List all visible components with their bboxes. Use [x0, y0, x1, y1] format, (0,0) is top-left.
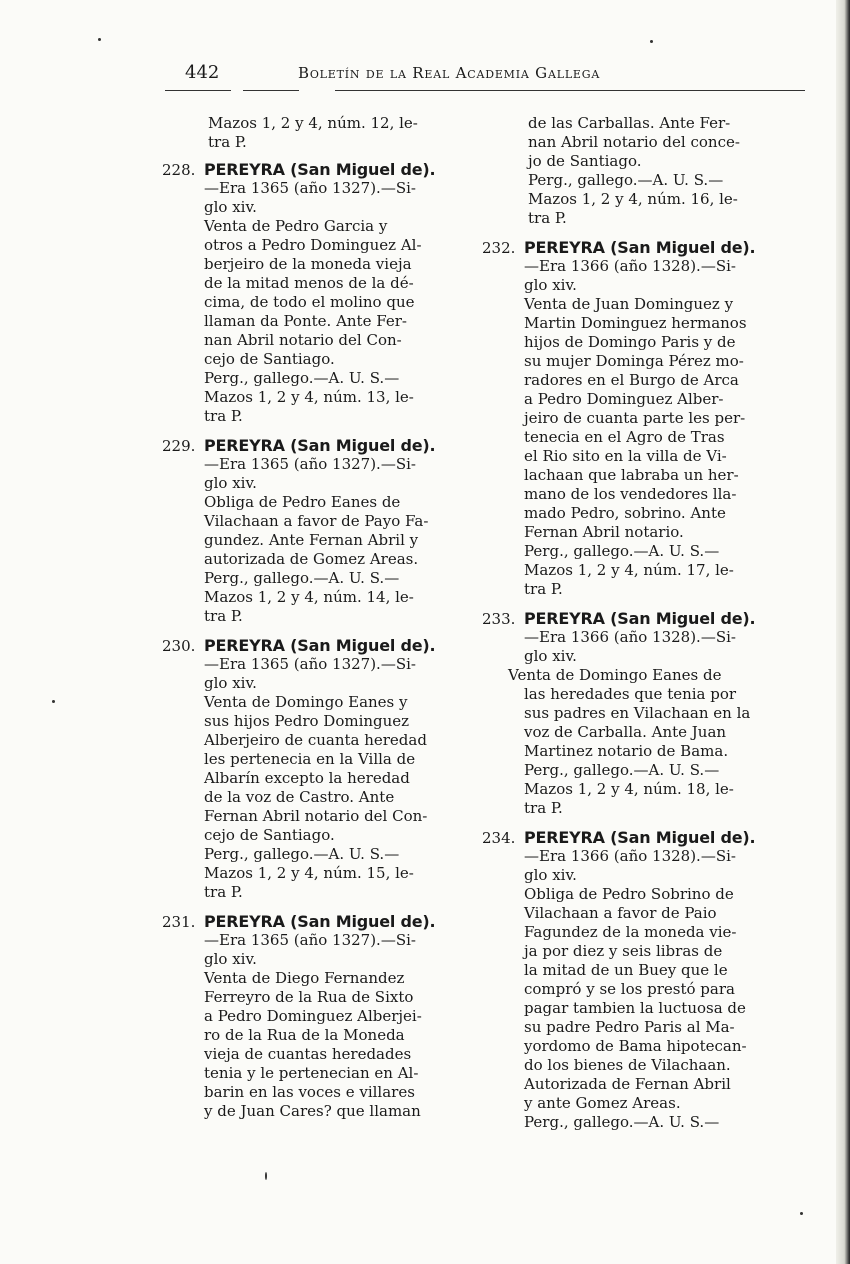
text-line: do los bienes de Vilachaan.: [524, 1056, 731, 1074]
scan-speck: [98, 38, 101, 41]
text-line: jo de Santiago.: [528, 152, 642, 170]
text-line: cima, de todo el molino que: [204, 293, 415, 311]
text-line: glo xiv.: [204, 474, 257, 492]
entry-heading: PEREYRA (San Miguel de).: [204, 636, 436, 655]
scan-speck: [52, 700, 55, 703]
catalog-entry: [482, 238, 782, 599]
entry-number: 231.: [162, 913, 196, 931]
text-line: voz de Carballa. Ante Juan: [524, 723, 727, 741]
text-line: Perg., gallego.—A. U. S.—: [524, 761, 720, 779]
text-line: mano de los vendedores lla-: [524, 485, 737, 503]
continuation-block: [162, 114, 462, 152]
text-line: su padre Pedro Paris al Ma-: [524, 1018, 735, 1036]
text-line: mado Pedro, sobrino. Ante: [524, 504, 726, 522]
running-title: Boletín de la Real Academia Gallega: [298, 64, 601, 82]
text-line: Fernan Abril notario.: [524, 523, 684, 541]
text-line: Mazos 1, 2 y 4, núm. 16, le-: [528, 190, 738, 208]
entry-number: 233.: [482, 610, 516, 628]
text-line: Mazos 1, 2 y 4, núm. 15, le-: [204, 864, 414, 882]
text-line: Mazos 1, 2 y 4, núm. 17, le-: [524, 561, 734, 579]
text-line: —Era 1365 (año 1327).—Si-: [204, 455, 416, 473]
text-line: —Era 1366 (año 1328).—Si-: [524, 847, 736, 865]
text-line: tenecia en el Agro de Tras: [524, 428, 725, 446]
text-line: —Era 1365 (año 1327).—Si-: [204, 655, 416, 673]
header-rule-left: [165, 90, 231, 91]
text-line: jeiro de cuanta parte les per-: [524, 409, 746, 427]
text-line: Autorizada de Fernan Abril: [524, 1075, 731, 1093]
text-line: tra P.: [524, 799, 563, 817]
text-line: de la mitad menos de la dé-: [204, 274, 414, 292]
text-line: Perg., gallego.—A. U. S.—: [204, 369, 400, 387]
entry-number: 230.: [162, 637, 196, 655]
text-line: Fernan Abril notario del Con-: [204, 807, 428, 825]
catalog-entry: [482, 828, 782, 1132]
entry-heading: PEREYRA (San Miguel de).: [524, 238, 756, 257]
text-line: y de Juan Cares? que llaman: [204, 1102, 421, 1120]
text-line: Venta de Diego Fernandez: [204, 969, 405, 987]
text-line: Obliga de Pedro Sobrino de: [524, 885, 734, 903]
page-header: [0, 62, 850, 86]
text-line: Vilachaan a favor de Payo Fa-: [204, 512, 429, 530]
text-line: tra P.: [204, 883, 243, 901]
text-line: y ante Gomez Areas.: [524, 1094, 681, 1112]
entry-number: 228.: [162, 161, 196, 179]
text-line: glo xiv.: [524, 276, 577, 294]
text-line: glo xiv.: [524, 866, 577, 884]
text-line: glo xiv.: [204, 674, 257, 692]
text-line: su mujer Dominga Pérez mo-: [524, 352, 744, 370]
text-line: compró y se los prestó para: [524, 980, 735, 998]
catalog-entry: [162, 636, 462, 902]
text-line: glo xiv.: [204, 198, 257, 216]
text-line: Mazos 1, 2 y 4, núm. 14, le-: [204, 588, 414, 606]
text-line: la mitad de un Buey que le: [524, 961, 728, 979]
text-line: Obliga de Pedro Eanes de: [204, 493, 401, 511]
continuation-block: [482, 114, 782, 228]
entry-number: 232.: [482, 239, 516, 257]
catalog-entry: [162, 160, 462, 426]
text-line: las heredades que tenia por: [524, 685, 737, 703]
text-line: tra P.: [204, 607, 243, 625]
header-rule-right: [335, 90, 805, 91]
entry-heading: PEREYRA (San Miguel de).: [524, 609, 756, 628]
text-line: lachaan que labraba un her-: [524, 466, 739, 484]
text-line: llaman da Ponte. Ante Fer-: [204, 312, 407, 330]
text-line: Perg., gallego.—A. U. S.—: [528, 171, 724, 189]
text-line: Perg., gallego.—A. U. S.—: [204, 845, 400, 863]
text-line: tra P.: [524, 580, 563, 598]
text-line: Venta de Pedro Garcia y: [204, 217, 388, 235]
text-line: autorizada de Gomez Areas.: [204, 550, 419, 568]
text-line: Mazos 1, 2 y 4, núm. 18, le-: [524, 780, 734, 798]
text-line: Mazos 1, 2 y 4, núm. 13, le-: [204, 388, 414, 406]
text-line: berjeiro de la moneda vieja: [204, 255, 412, 273]
text-line: gundez. Ante Fernan Abril y: [204, 531, 419, 549]
text-line: tra P.: [208, 133, 247, 151]
text-line: Perg., gallego.—A. U. S.—: [524, 1113, 720, 1131]
text-line: Fagundez de la moneda vie-: [524, 923, 737, 941]
text-line: —Era 1366 (año 1328).—Si-: [524, 257, 736, 275]
text-line: barin en las voces e villares: [204, 1083, 415, 1101]
entry-heading: PEREYRA (San Miguel de).: [524, 828, 756, 847]
scan-speck: [800, 1212, 803, 1215]
text-line: Ferreyro de la Rua de Sixto: [204, 988, 414, 1006]
header-rule-mid: [243, 90, 299, 91]
text-line: radores en el Burgo de Arca: [524, 371, 739, 389]
text-line: tra P.: [528, 209, 567, 227]
catalog-entry: [162, 912, 462, 1121]
text-line: ja por diez y seis libras de: [524, 942, 723, 960]
scan-speck: [650, 40, 653, 43]
text-line: tra P.: [204, 407, 243, 425]
entry-heading: PEREYRA (San Miguel de).: [204, 436, 436, 455]
text-line: de la voz de Castro. Ante: [204, 788, 395, 806]
page-number: 442: [185, 62, 220, 83]
entry-heading: PEREYRA (San Miguel de).: [204, 160, 436, 179]
text-line: a Pedro Dominguez Alberjei-: [204, 1007, 422, 1025]
text-line: vieja de cuantas heredades: [204, 1045, 412, 1063]
text-line: ro de la Rua de la Moneda: [204, 1026, 405, 1044]
text-line: Albarín excepto la heredad: [204, 769, 410, 787]
right-column: [482, 114, 782, 1132]
text-line: nan Abril notario del Con-: [204, 331, 402, 349]
text-line: —Era 1365 (año 1327).—Si-: [204, 931, 416, 949]
text-line: —Era 1366 (año 1328).—Si-: [524, 628, 736, 646]
entry-number: 229.: [162, 437, 196, 455]
text-line: —Era 1365 (año 1327).—Si-: [204, 179, 416, 197]
text-line: a Pedro Dominguez Alber-: [524, 390, 724, 408]
text-line: tenia y le pertenecian en Al-: [204, 1064, 419, 1082]
text-line: Venta de Domingo Eanes y: [204, 693, 408, 711]
text-line: nan Abril notario del conce-: [528, 133, 740, 151]
text-line: sus hijos Pedro Dominguez: [204, 712, 410, 730]
text-line: Alberjeiro de cuanta heredad: [204, 731, 427, 749]
text-line: Venta de Juan Dominguez y: [524, 295, 734, 313]
left-column: [162, 114, 462, 1121]
catalog-entry: [482, 609, 782, 818]
text-line: glo xiv.: [524, 647, 577, 665]
text-line: cejo de Santiago.: [204, 350, 335, 368]
scan-speck: [265, 1172, 267, 1180]
page-binding-edge: [836, 0, 850, 1264]
text-line: hijos de Domingo Paris y de: [524, 333, 736, 351]
text-line: de las Carballas. Ante Fer-: [528, 114, 731, 132]
text-line: Martin Dominguez hermanos: [524, 314, 747, 332]
entry-number: 234.: [482, 829, 516, 847]
text-line: Perg., gallego.—A. U. S.—: [204, 569, 400, 587]
text-line: les pertenecia en la Villa de: [204, 750, 416, 768]
text-line: Venta de Domingo Eanes de: [508, 666, 722, 684]
text-line: sus padres en Vilachaan en la: [524, 704, 751, 722]
text-line: Mazos 1, 2 y 4, núm. 12, le-: [208, 114, 418, 132]
text-line: Perg., gallego.—A. U. S.—: [524, 542, 720, 560]
entry-heading: PEREYRA (San Miguel de).: [204, 912, 436, 931]
text-line: cejo de Santiago.: [204, 826, 335, 844]
text-line: glo xiv.: [204, 950, 257, 968]
text-line: Vilachaan a favor de Paio: [524, 904, 717, 922]
text-line: Martinez notario de Bama.: [524, 742, 729, 760]
text-line: otros a Pedro Dominguez Al-: [204, 236, 422, 254]
text-line: yordomo de Bama hipotecan-: [524, 1037, 747, 1055]
catalog-entry: [162, 436, 462, 626]
text-line: el Rio sito en la villa de Vi-: [524, 447, 727, 465]
text-line: pagar tambien la luctuosa de: [524, 999, 746, 1017]
